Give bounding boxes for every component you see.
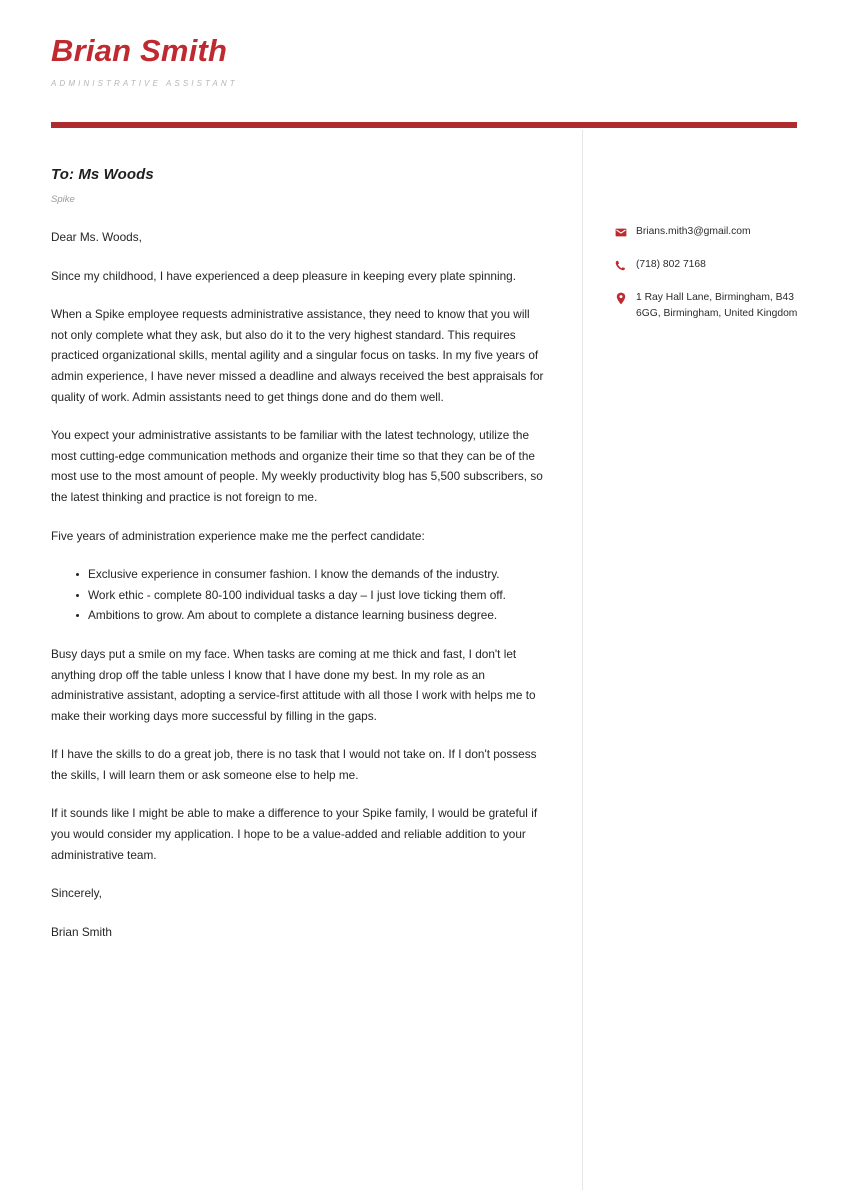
paragraph: When a Spike employee requests administrative assistance, they need to know that you will not only complete what they ask, but also do it to the very highest standard. This requires practiced organizational skills, mental agility and a singular focus on tasks. In my five years of admin experience, I have never missed a deadline and always received the best appraisals for quality of work. Admin assistants need to get things done and do them well. [51,307,544,404]
paragraph: You expect your administrative assistants to be familiar with the latest technology, utilize the most cutting-edge communication methods and organize their time so that they can be of the most use to the most amount of people. My weekly productivity blog has 5,500 subscribers, so the latest thinking and practice is not foreign to me. [51,428,543,504]
contact-item-address [614,290,814,322]
phone-icon [614,257,627,272]
contact-column [614,224,814,322]
list-item: Work ethic - complete 80-100 individual tasks a day – I just love ticking them off. [88,585,544,606]
contact-item-email [614,224,814,240]
paragraph: Busy days put a smile on my face. When tasks are coming at me thick and fast, I don't let anything drop off the table unless I know that I have done my best. In my role as an administrative assistant, adopting a service-first attitude with all those I work with helps me to make their working days more successful by filling in the gaps. [51,646,536,723]
recipient-company: Spike [51,194,75,205]
contact-phone-value[interactable]: (718) 802 7168 [636,259,706,270]
paragraph: If it sounds like I might be able to make a difference to your Spike family, I would be grateful if you would consider my application. I hope to be a value-added and reliable addition to your administrative team. [51,806,538,862]
qualification-list [51,564,544,626]
header-divider-rule [51,122,797,128]
list-item: Exclusive experience in consumer fashion. I know the demands of the industry. [88,564,544,585]
salutation: Dear Ms. Woods, [51,230,142,244]
signature: Brian Smith [51,924,112,939]
letter-copy [51,227,544,942]
recipient-heading: To: Ms Woods [51,166,154,183]
envelope-icon [614,224,627,239]
contact-email-value[interactable]: Brians.mith3@gmail.com [636,226,751,237]
closing: Sincerely, [51,886,102,901]
column-divider-line [582,130,583,1190]
contact-address-value[interactable]: 1 Ray Hall Lane, Birmingham, B43 6GG, Birmingham, United Kingdom [636,292,798,319]
contact-item-phone [614,257,814,273]
letterhead [51,34,797,88]
paragraph: Since my childhood, I have experienced a deep pleasure in keeping every plate spinning. [51,268,516,283]
paragraph: If I have the skills to do a great job, there is no task that I would not take on. If I don't possess the skills, I will learn them or ask someone else to help me. [51,747,537,782]
applicant-name: Brian Smith [51,33,228,68]
letter-body-column [51,166,544,942]
paragraph: Five years of administration experience make me the perfect candidate: [51,528,425,543]
list-item: Ambitions to grow. Am about to complete a distance learning business degree. [88,605,544,626]
location-pin-icon [614,290,627,305]
applicant-job-title: ADMINISTRATIVE ASSISTANT [51,79,238,89]
